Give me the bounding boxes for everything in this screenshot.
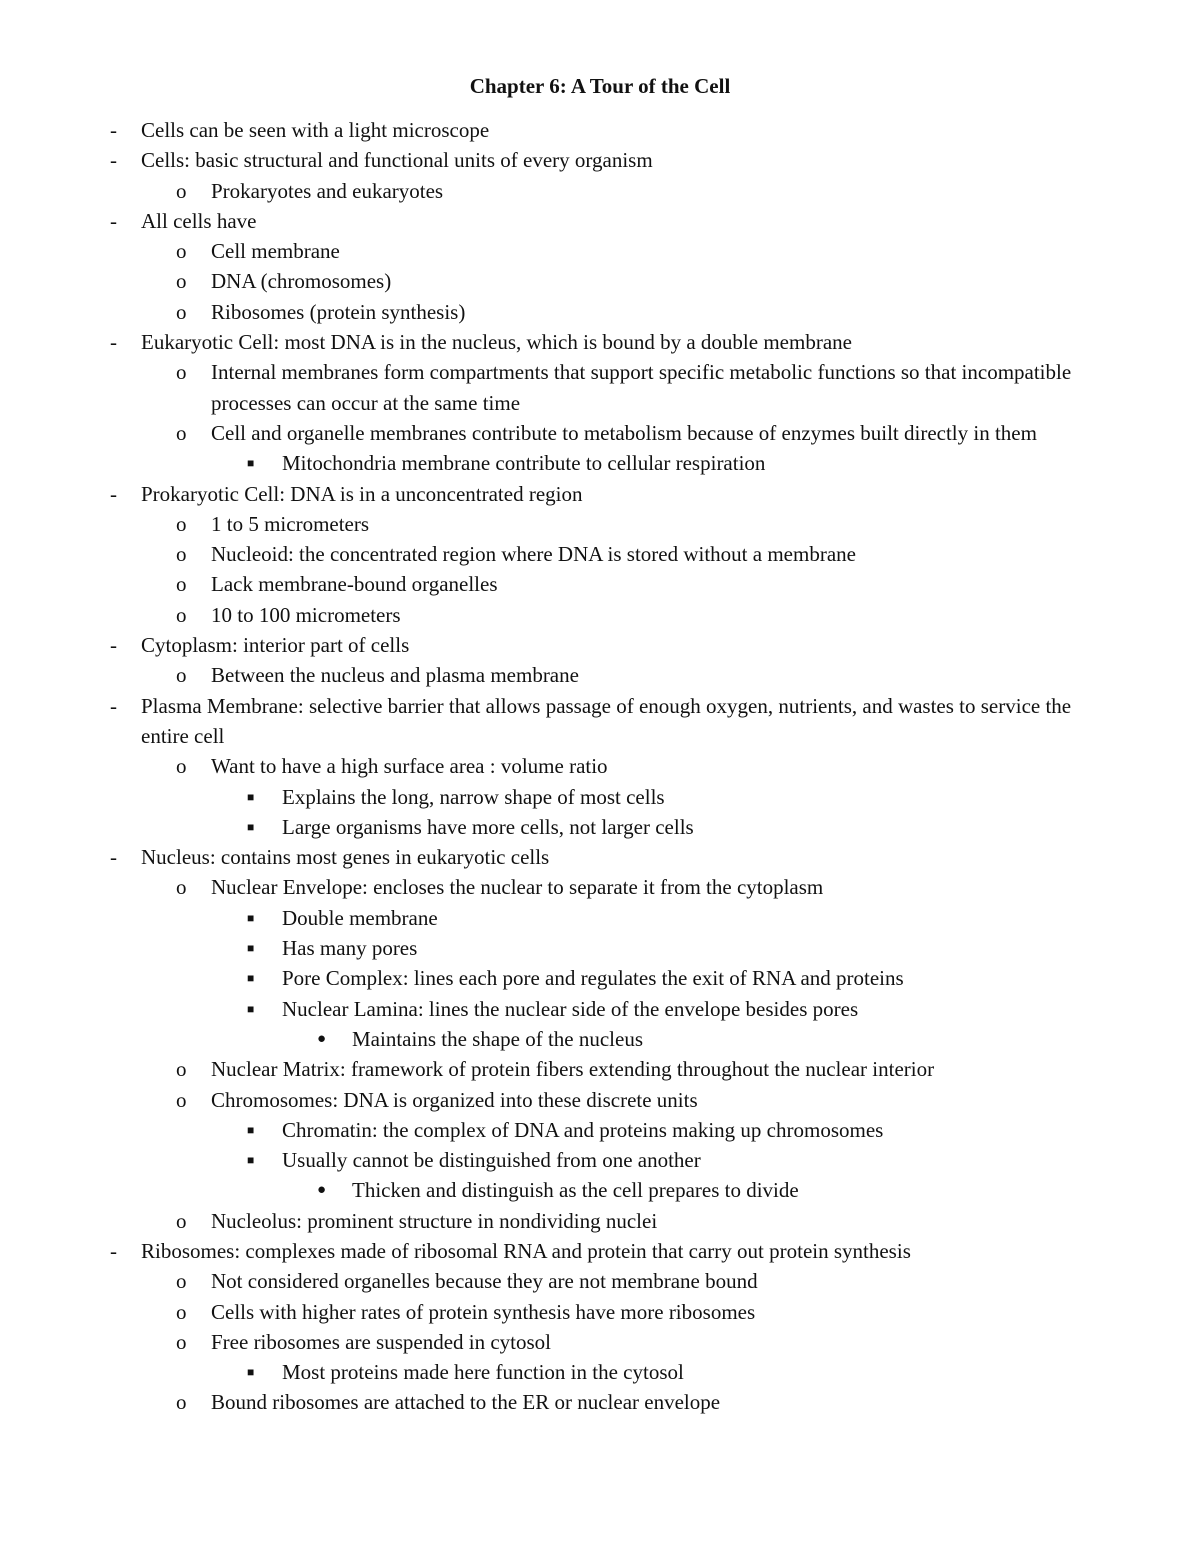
list-item: [0, 660, 1101, 690]
list-item-text: Not considered organelles because they are not membrane bound: [211, 1269, 758, 1294]
list-item-text: Nucleolus: prominent structure in nondividing nuclei: [211, 1208, 658, 1233]
list-item: [0, 1297, 1101, 1327]
page-title: Chapter 6: A Tour of the Cell: [469, 74, 731, 98]
bullet-marker: -: [110, 633, 117, 658]
list-item-text: Want to have a high surface area : volume ratio: [211, 754, 608, 779]
list-item: [0, 327, 1101, 357]
list-item: [0, 1085, 1101, 1115]
list-item-text: Internal membranes form compartments that support specific metabolic functions so that incompatible processes can occur at the same time: [211, 360, 1072, 415]
list-item-text: All cells have: [141, 208, 257, 233]
list-item-text: Between the nucleus and plasma membrane: [211, 663, 579, 688]
bullet-marker: ■: [247, 910, 255, 925]
list-item: [0, 630, 1101, 660]
list-item-text: Nucleus: contains most genes in eukaryotic cells: [141, 845, 550, 870]
bullet-marker: ■: [247, 789, 255, 804]
bullet-marker: -: [110, 148, 117, 173]
bullet-marker: -: [110, 118, 117, 142]
list-item: [0, 600, 1101, 630]
list-item: [0, 1387, 1101, 1417]
list-item: [0, 782, 1102, 812]
list-item-text: Nucleoid: the concentrated region where DNA is stored without a membrane: [211, 542, 856, 567]
bullet-marker: -: [110, 1238, 117, 1263]
bullet-marker: -: [110, 481, 117, 506]
list-item-text: Cell membrane: [211, 239, 340, 264]
list-item: [0, 509, 1101, 539]
bullet-marker: o: [176, 299, 187, 324]
list-item: [0, 963, 1102, 993]
list-item: [0, 1024, 1102, 1054]
list-item: [0, 479, 1101, 509]
list-item-text: Explains the long, narrow shape of most cells: [282, 784, 665, 809]
list-item: [0, 842, 1101, 872]
list-item-text: Double membrane: [282, 905, 438, 930]
bullet-marker: o: [176, 178, 187, 203]
list-item: [0, 115, 1101, 145]
bullet-marker: -: [110, 693, 117, 718]
bullet-marker: o: [176, 572, 187, 597]
list-item: [0, 994, 1102, 1024]
list-item-text: Plasma Membrane: selective barrier that allows passage of enough oxygen, nutrients, and wastes to service the entire cell: [141, 693, 1072, 748]
list-item: [0, 751, 1101, 781]
list-item: [0, 1357, 1102, 1387]
list-item-text: 1 to 5 micrometers: [211, 511, 370, 536]
list-item: [0, 357, 1101, 418]
bullet-marker: ■: [247, 1001, 255, 1016]
bullet-marker: o: [176, 1057, 187, 1082]
list-item-text: Chromatin: the complex of DNA and proteins making up chromosomes: [282, 1117, 884, 1142]
list-item-text: Prokaryotes and eukaryotes: [211, 178, 444, 203]
list-item: [0, 933, 1102, 963]
list-item: [0, 297, 1101, 327]
list-item-text: Cells with higher rates of protein synthesis have more ribosomes: [211, 1299, 756, 1324]
list-item: [0, 1327, 1101, 1357]
list-item-text: Free ribosomes are suspended in cytosol: [211, 1329, 552, 1354]
bullet-marker: o: [176, 663, 187, 688]
list-item-text: Thicken and distinguish as the cell prepares to divide: [352, 1178, 799, 1203]
bullet-marker: o: [176, 1269, 187, 1294]
list-item-text: Cell and organelle membranes contribute to metabolism because of enzymes built directly in them: [211, 420, 1037, 445]
list-item-text: Usually cannot be distinguished from one another: [282, 1148, 701, 1173]
bullet-marker: o: [176, 1208, 187, 1233]
list-item-text: Ribosomes: complexes made of ribosomal RNA and protein that carry out protein synthesis: [141, 1238, 911, 1263]
bullet-marker: -: [110, 208, 117, 233]
bullet-marker: o: [176, 1087, 187, 1112]
list-item-text: Maintains the shape of the nucleus: [352, 1026, 644, 1051]
bullet-marker: o: [176, 360, 187, 385]
list-item-text: Bound ribosomes are attached to the ER or nuclear envelope: [211, 1390, 721, 1415]
bullet-marker: ●: [317, 1182, 327, 1199]
bullet-marker: ■: [247, 456, 255, 471]
list-item-text: Prokaryotic Cell: DNA is in a unconcentrated region: [141, 481, 583, 506]
list-item-text: DNA (chromosomes): [211, 269, 392, 294]
list-item: [0, 176, 1101, 206]
bullet-marker: ■: [247, 1153, 255, 1168]
bullet-marker: o: [176, 1329, 187, 1354]
outline-list: [0, 115, 1200, 1418]
bullet-marker: o: [176, 602, 187, 627]
list-item: [0, 1145, 1102, 1175]
list-item-text: Cells: basic structural and functional units of every organism: [141, 148, 653, 173]
list-item-text: Large organisms have more cells, not larger cells: [282, 814, 694, 839]
list-item-text: Nuclear Envelope: encloses the nuclear to separate it from the cytoplasm: [211, 875, 824, 900]
list-item-text: Has many pores: [282, 936, 418, 961]
bullet-marker: -: [110, 330, 117, 355]
bullet-marker: o: [176, 239, 187, 264]
list-item-text: Mitochondria membrane contribute to cellular respiration: [282, 451, 766, 476]
bullet-marker: ■: [247, 971, 255, 986]
list-item-text: Nuclear Lamina: lines the nuclear side of the envelope besides pores: [282, 996, 859, 1021]
list-item: [0, 872, 1101, 902]
list-item: [0, 1175, 1102, 1205]
list-item-text: 10 to 100 micrometers: [211, 602, 401, 627]
list-item-text: Nuclear Matrix: framework of protein fibers extending throughout the nuclear interior: [211, 1057, 935, 1082]
list-item: [0, 145, 1101, 175]
list-item: [0, 448, 1102, 478]
bullet-marker: ●: [317, 1030, 327, 1047]
bullet-marker: o: [176, 875, 187, 900]
bullet-marker: o: [176, 754, 187, 779]
bullet-marker: o: [176, 542, 187, 567]
list-item: [0, 206, 1101, 236]
list-item-text: Pore Complex: lines each pore and regulates the exit of RNA and proteins: [282, 966, 904, 991]
list-item: [0, 903, 1102, 933]
list-item: [0, 691, 1101, 752]
list-item-text: Cells can be seen with a light microscope: [141, 118, 490, 142]
bullet-marker: o: [176, 1390, 187, 1415]
bullet-marker: o: [176, 269, 187, 294]
list-item-text: Chromosomes: DNA is organized into these discrete units: [211, 1087, 698, 1112]
list-item: [0, 1206, 1101, 1236]
list-item-text: Most proteins made here function in the cytosol: [282, 1360, 684, 1385]
list-item: [0, 1054, 1101, 1084]
list-item-text: Cytoplasm: interior part of cells: [141, 633, 410, 658]
bullet-marker: ■: [247, 941, 255, 956]
bullet-marker: ■: [247, 1122, 255, 1137]
list-item: [0, 569, 1101, 599]
bullet-marker: o: [176, 511, 187, 536]
list-item: [0, 812, 1102, 842]
bullet-marker: ■: [247, 1365, 255, 1380]
bullet-marker: o: [176, 420, 187, 445]
bullet-marker: o: [176, 1299, 187, 1324]
bullet-marker: ■: [247, 819, 255, 834]
list-item-text: Ribosomes (protein synthesis): [211, 299, 466, 324]
list-item: [0, 418, 1101, 448]
bullet-marker: -: [110, 845, 117, 870]
list-item: [0, 236, 1101, 266]
list-item: [0, 539, 1101, 569]
list-item: [0, 1236, 1101, 1266]
list-item: [0, 1115, 1102, 1145]
list-item-text: Eukaryotic Cell: most DNA is in the nucleus, which is bound by a double membrane: [141, 330, 852, 355]
list-item: [0, 266, 1101, 296]
list-item-text: Lack membrane-bound organelles: [211, 572, 498, 597]
list-item: [0, 1266, 1101, 1296]
